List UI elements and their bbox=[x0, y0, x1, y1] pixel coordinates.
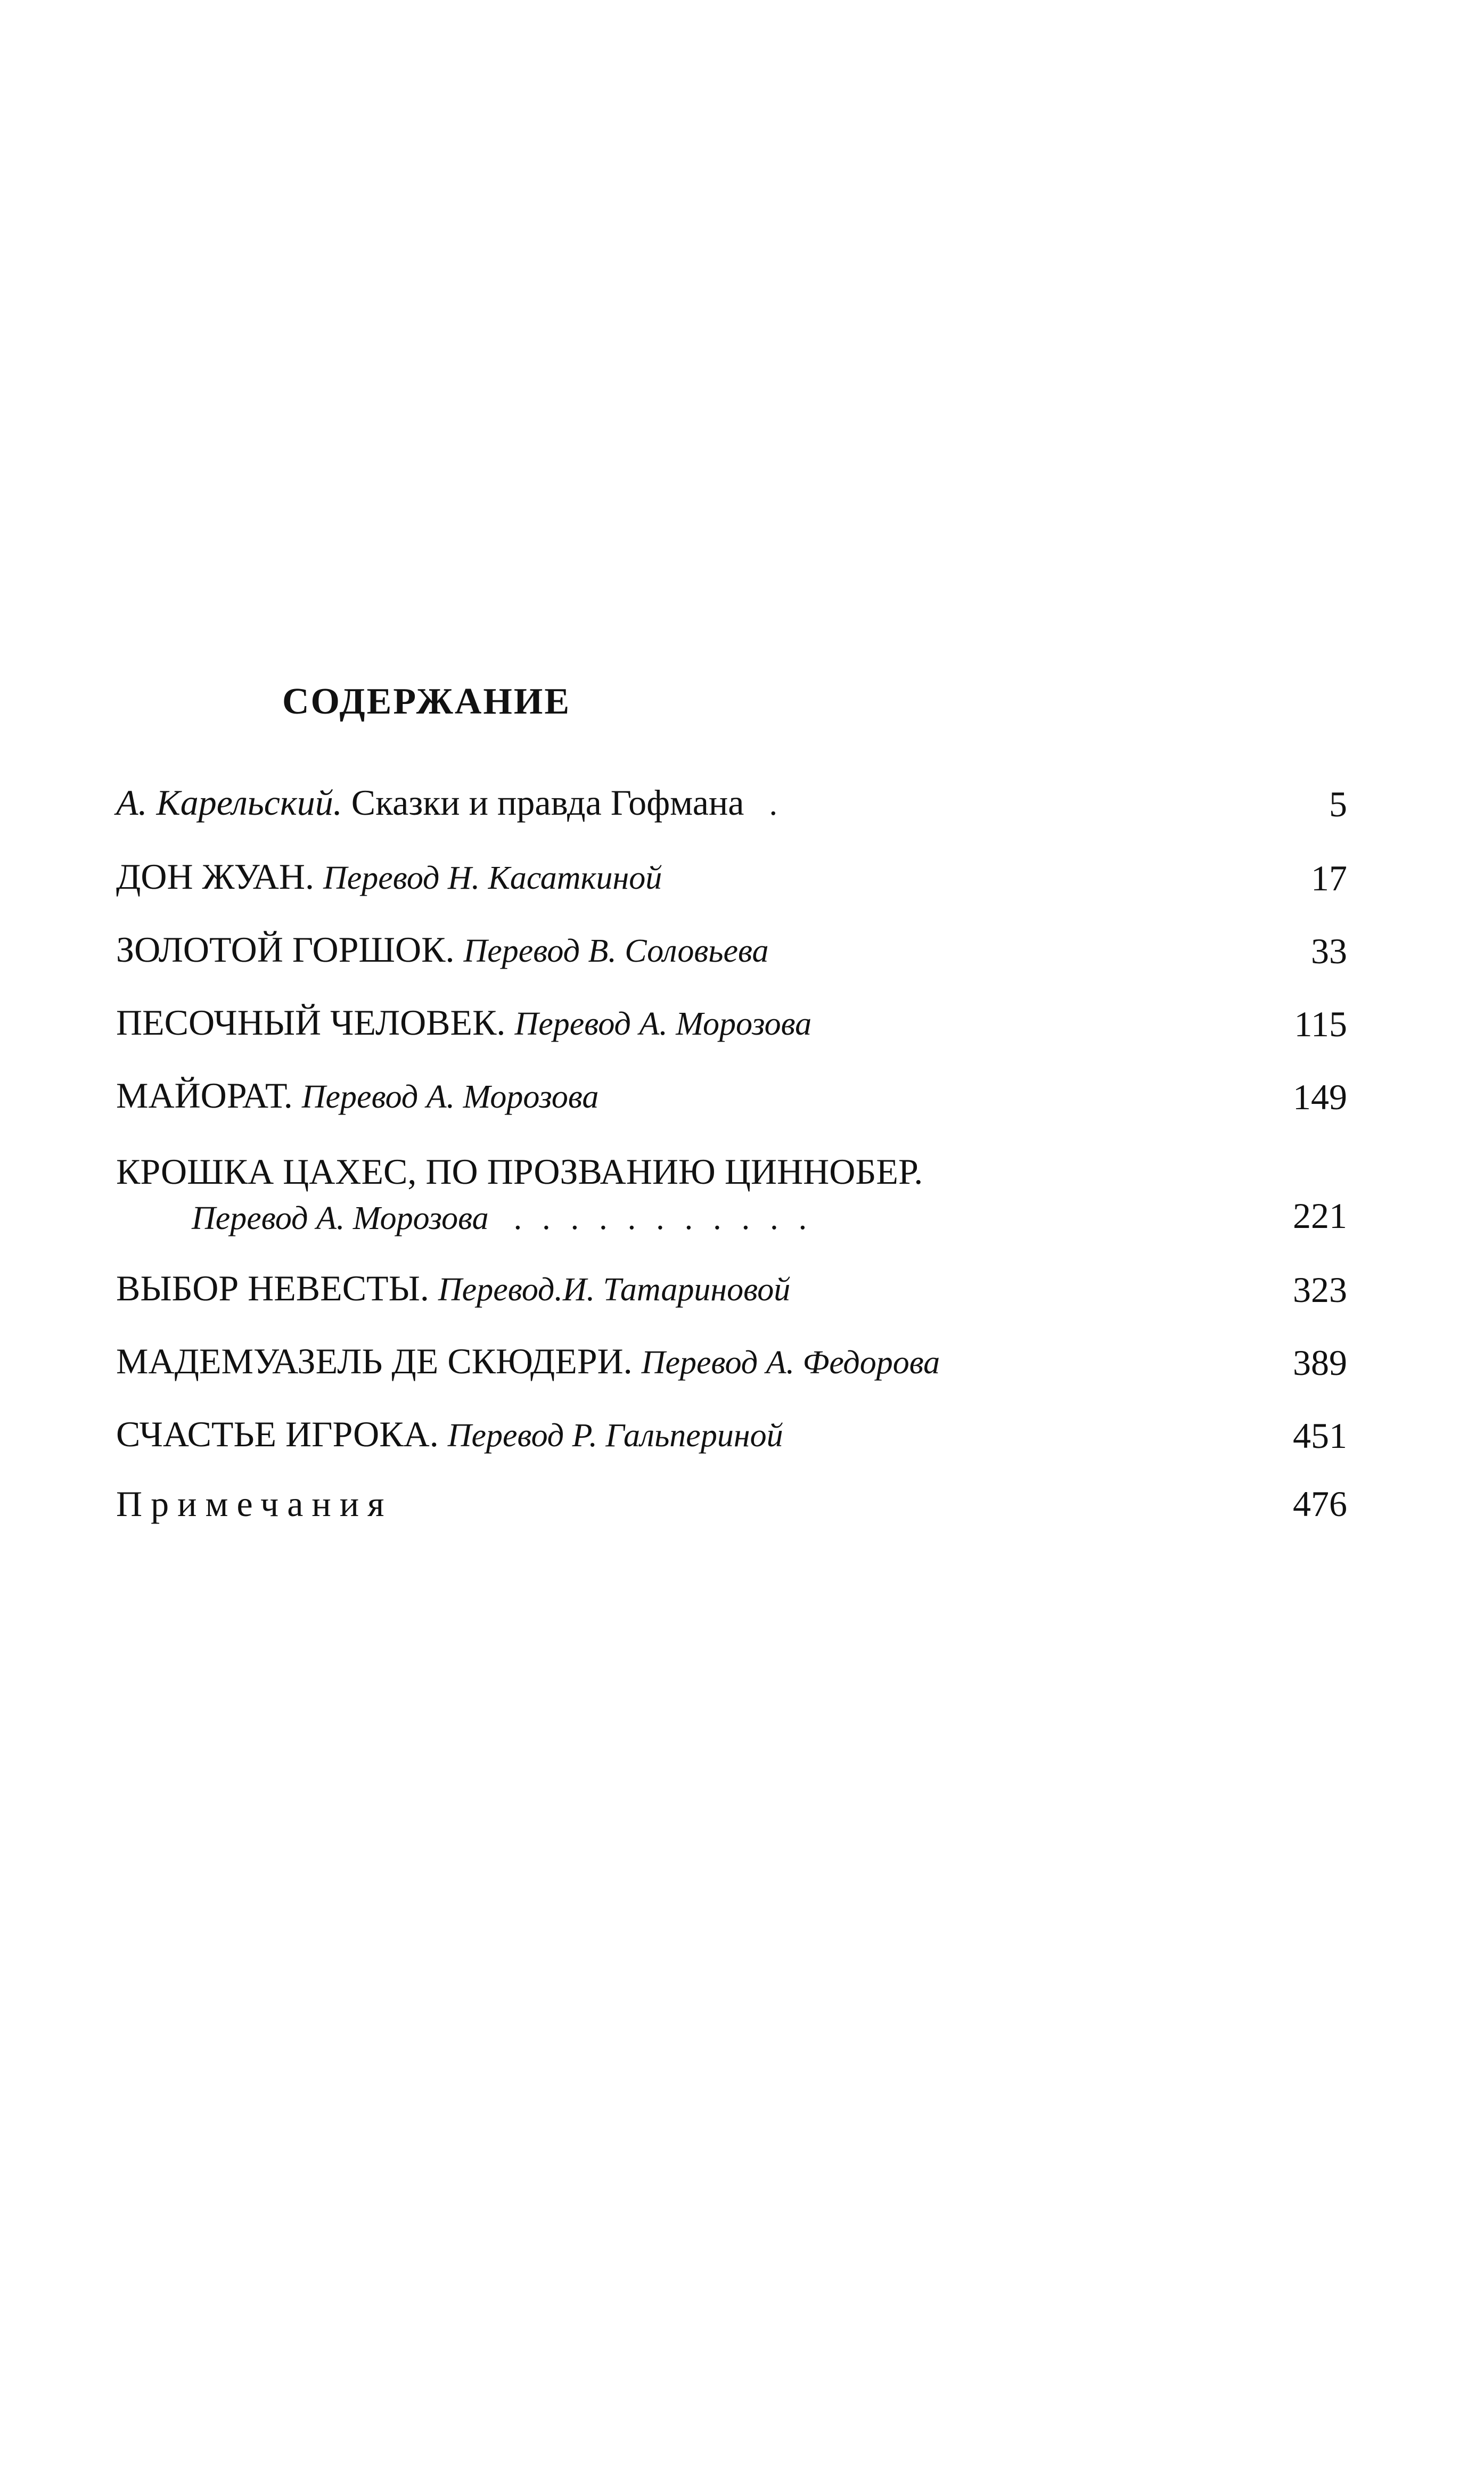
entry-page-number: 5 bbox=[1329, 784, 1347, 824]
entry-title: МАЙОРАТ. bbox=[116, 1075, 293, 1116]
toc-entry-gamblers-luck bbox=[116, 1410, 1347, 1460]
entry-translator: Перевод.И. Татариновой bbox=[438, 1272, 791, 1308]
toc-heading: СОДЕРЖАНИЕ bbox=[282, 681, 571, 722]
entry-page-number: 115 bbox=[1294, 1004, 1347, 1044]
entry-translator: Перевод В. Соловьева bbox=[463, 933, 769, 969]
entry-page-number: 149 bbox=[1293, 1077, 1347, 1117]
entry-translator: Перевод А. Федорова bbox=[641, 1345, 940, 1381]
entry-page-number: 323 bbox=[1293, 1269, 1347, 1310]
toc-entry-little-zaches bbox=[116, 1148, 1347, 1240]
entry-title: КРОШКА ЦАХЕС, ПО ПРОЗВАНИЮ ЦИННОБЕР. bbox=[116, 1151, 923, 1192]
entry-title: СЧАСТЬЕ ИГРОКА. bbox=[116, 1414, 439, 1454]
entry-page-number: 221 bbox=[1293, 1195, 1347, 1236]
dot-leader: . bbox=[769, 786, 798, 822]
entry-page-number: 389 bbox=[1293, 1342, 1347, 1383]
entry-page-number: 451 bbox=[1293, 1415, 1347, 1456]
entry-translator: Перевод А. Морозова bbox=[301, 1079, 599, 1115]
entry-translator: Перевод Н. Касаткиной bbox=[323, 860, 662, 896]
entry-page-number: 476 bbox=[1293, 1484, 1347, 1524]
entry-page-number: 17 bbox=[1311, 858, 1347, 898]
entry-page-number: 33 bbox=[1311, 931, 1347, 971]
toc-list bbox=[116, 779, 1347, 1528]
entry-title: МАДЕМУАЗЕЛЬ ДЕ СКЮДЕРИ. bbox=[116, 1341, 633, 1381]
toc-entry-golden-pot bbox=[116, 925, 1347, 975]
entry-title: Примечания bbox=[116, 1484, 393, 1524]
entry-title: ПЕСОЧНЫЙ ЧЕЛОВЕК. bbox=[116, 1002, 506, 1043]
entry-author: А. Карельский. bbox=[116, 782, 342, 823]
entry-title: Сказки и правда Гофмана bbox=[351, 782, 744, 823]
entry-translator: Перевод А. Морозова bbox=[192, 1200, 489, 1236]
entry-translator: Перевод Р. Гальпериной bbox=[447, 1418, 783, 1454]
entry-title: ВЫБОР НЕВЕСТЫ. bbox=[116, 1268, 429, 1308]
toc-entry-notes bbox=[116, 1480, 1347, 1528]
toc-entry-bride-choice bbox=[116, 1264, 1347, 1314]
entry-translator: Перевод А. Морозова bbox=[514, 1006, 812, 1042]
dot-leader: ........... bbox=[513, 1200, 827, 1236]
entry-title: ЗОЛОТОЙ ГОРШОК. bbox=[116, 929, 455, 970]
toc-entry-sandman bbox=[116, 998, 1347, 1048]
toc-entry-don-juan bbox=[116, 853, 1347, 902]
toc-entry-majorat bbox=[116, 1071, 1347, 1121]
entry-title: ДОН ЖУАН. bbox=[116, 856, 314, 897]
toc-entry-scuderi bbox=[116, 1337, 1347, 1387]
toc-entry-introduction bbox=[116, 779, 1347, 828]
